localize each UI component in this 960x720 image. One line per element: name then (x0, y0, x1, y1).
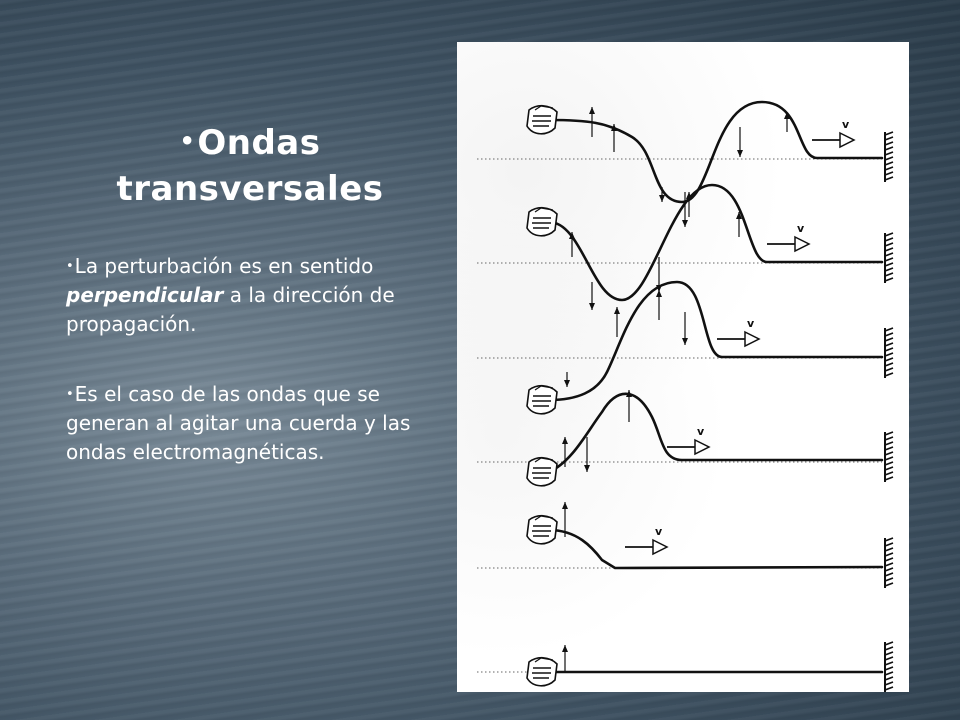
wall-hatch (885, 268, 893, 271)
wall-hatch (885, 373, 893, 376)
wall-hatch (885, 152, 893, 155)
hand-icon (527, 458, 557, 486)
velocity-arrow-head (695, 440, 709, 454)
motion-arrow-head (682, 220, 688, 227)
hand-icon (527, 516, 557, 544)
wall-hatch (885, 472, 893, 475)
hand-icon (527, 386, 557, 414)
wall-hatch (885, 248, 893, 251)
wall-hatch (885, 568, 893, 571)
wall-hatch (885, 652, 893, 655)
wall-hatch (885, 677, 893, 680)
wall-hatch (885, 558, 893, 561)
motion-arrow-head (682, 338, 688, 345)
wall-hatch (885, 132, 893, 135)
wall-hatch (885, 338, 893, 341)
velocity-label: v (797, 222, 805, 235)
wall-hatch (885, 647, 893, 650)
wall-hatch (885, 243, 893, 246)
wall-hatch (885, 452, 893, 455)
motion-arrow-head (564, 380, 570, 387)
paragraph-text-before: La perturbación es en sentido (74, 254, 374, 278)
wall-hatch (885, 333, 893, 336)
wall-hatch (885, 167, 893, 170)
wall-hatch (885, 457, 893, 460)
wall-hatch (885, 137, 893, 140)
wall-hatch (885, 548, 893, 551)
paragraph-bullet: • (66, 259, 74, 274)
wall-hatch (885, 437, 893, 440)
wall-hatch (885, 442, 893, 445)
paragraph-examples (66, 380, 426, 467)
motion-arrow-head (589, 303, 595, 310)
velocity-arrow-head (840, 133, 854, 147)
title-bullet: • (179, 127, 196, 155)
wall-hatch (885, 642, 893, 645)
wall-hatch (885, 142, 893, 145)
motion-arrow-head (562, 645, 568, 652)
velocity-label: v (747, 317, 755, 330)
rope-wave (549, 530, 882, 568)
wall-hatch (885, 672, 893, 675)
transverse-wave-figure (457, 42, 909, 692)
wall-hatch (885, 687, 893, 690)
hand-stroke (527, 516, 557, 544)
wall-hatch (885, 578, 893, 581)
hand-icon (527, 658, 557, 686)
velocity-label: v (655, 525, 663, 538)
wall-hatch (885, 667, 893, 670)
hand-icon (527, 106, 557, 134)
wall-hatch (885, 177, 893, 180)
velocity-label: v (697, 425, 705, 438)
wall-hatch (885, 363, 893, 366)
wall-hatch (885, 432, 893, 435)
wall-hatch (885, 462, 893, 465)
wall-hatch (885, 157, 893, 160)
hand-stroke (527, 106, 557, 134)
rope-wave (549, 185, 882, 300)
hand-stroke (527, 386, 557, 414)
wall-hatch (885, 477, 893, 480)
wall-hatch (885, 147, 893, 150)
slide-title (110, 118, 390, 212)
motion-arrow-head (737, 150, 743, 157)
wall-hatch (885, 172, 893, 175)
wall-hatch (885, 662, 893, 665)
velocity-arrow-head (745, 332, 759, 346)
wall-hatch (885, 343, 893, 346)
motion-arrow-head (562, 502, 568, 509)
motion-arrow-head (562, 437, 568, 444)
velocity-arrow-head (653, 540, 667, 554)
hand-stroke (527, 458, 557, 486)
wall-hatch (885, 328, 893, 331)
wall-hatch (885, 238, 893, 241)
motion-arrow-head (614, 307, 620, 314)
wall-hatch (885, 358, 893, 361)
wall-hatch (885, 657, 893, 660)
wall-hatch (885, 273, 893, 276)
velocity-label: v (842, 118, 850, 131)
wall-hatch (885, 348, 893, 351)
wall-hatch (885, 583, 893, 586)
wall-hatch (885, 573, 893, 576)
motion-arrow-head (659, 195, 665, 202)
emphasis-perpendicular: perpendicular (66, 283, 224, 307)
paragraph-text: Es el caso de las ondas que se generan al agitar una cuerda y las ondas electromagnéticas. (66, 382, 411, 464)
wall-hatch (885, 258, 893, 261)
wall-hatch (885, 278, 893, 281)
wall-hatch (885, 263, 893, 266)
wall-hatch (885, 253, 893, 256)
rope-wave (549, 394, 882, 472)
wall-hatch (885, 368, 893, 371)
wall-hatch (885, 447, 893, 450)
velocity-arrow-head (795, 237, 809, 251)
hand-stroke (527, 208, 557, 236)
wall-hatch (885, 563, 893, 566)
wall-hatch (885, 538, 893, 541)
wall-hatch (885, 353, 893, 356)
wall-hatch (885, 682, 893, 685)
paragraph-text-after: a la dirección de propagación. (66, 283, 395, 336)
motion-arrow-head (589, 107, 595, 114)
hand-icon (527, 208, 557, 236)
paragraph-bullet: • (66, 387, 74, 402)
motion-arrow-head (656, 290, 662, 297)
hand-stroke (527, 658, 557, 686)
wall-hatch (885, 467, 893, 470)
rope-wave (549, 282, 882, 400)
wall-hatch (885, 162, 893, 165)
title-text: Ondas transversales (116, 123, 384, 209)
motion-arrow-head (584, 465, 590, 472)
wall-hatch (885, 553, 893, 556)
paragraph-perturbation (66, 252, 426, 339)
wave-diagram (457, 42, 909, 692)
wall-hatch (885, 233, 893, 236)
wall-hatch (885, 543, 893, 546)
rope-wave (549, 102, 882, 202)
